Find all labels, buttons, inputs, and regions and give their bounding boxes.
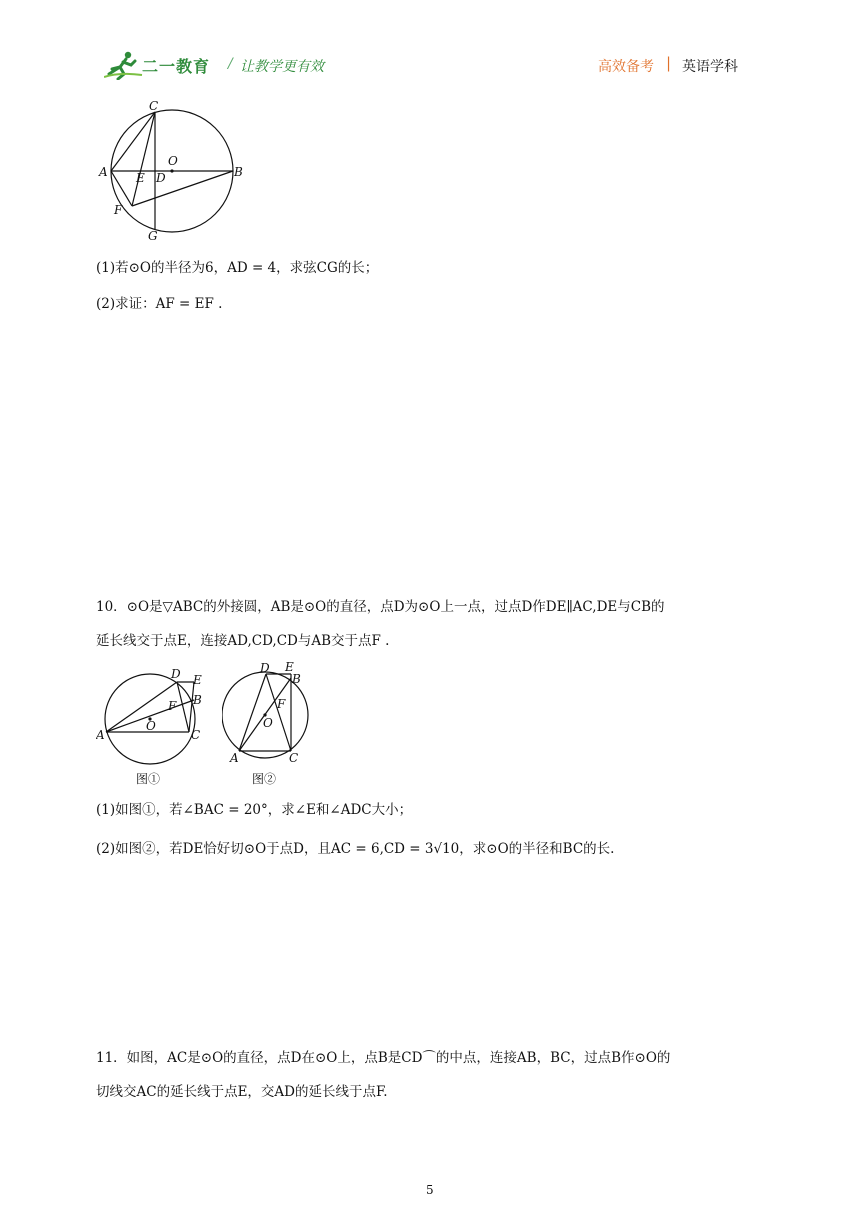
label-C: C bbox=[149, 99, 159, 113]
label-D: D bbox=[156, 171, 166, 185]
fig1-caption: 图① bbox=[136, 772, 161, 786]
runner-logo-icon bbox=[104, 50, 144, 80]
label-O: O bbox=[168, 154, 178, 168]
label-A: A bbox=[96, 728, 105, 742]
q11-line1: 11．如图，AC是⊙O的直径，点D在⊙O上，点B是CD⌒的中点，连接AB，BC，过点B作⊙O的 bbox=[96, 1050, 671, 1066]
q10-part2: (2)如图②，若DE恰好切⊙O于点D，且AC = 6,CD = 3√10，求⊙O的半径和BC的长. bbox=[96, 841, 615, 857]
q10-line2: 延长线交于点E，连接AD,CD,CD与AB交于点F . bbox=[96, 633, 390, 649]
label-O: O bbox=[146, 719, 156, 733]
q11-line2: 切线交AC的延长线于点E，交AD的延长线于点F. bbox=[96, 1084, 388, 1100]
q9-part2: (2)求证：AF = EF . bbox=[96, 296, 223, 312]
circle-figure-q9 bbox=[96, 96, 256, 244]
header-slash: / bbox=[228, 56, 233, 72]
header-separator: | bbox=[666, 54, 672, 72]
q10-line1: 10．⊙O是▽ABC的外接圆，AB是⊙O的直径，点D为⊙O上一点，过点D作DE∥AC,DE与CB的 bbox=[96, 599, 665, 615]
brand-name: 二一教育 bbox=[142, 57, 211, 76]
label-B: B bbox=[292, 672, 301, 686]
label-D: D bbox=[260, 661, 270, 675]
label-A: A bbox=[99, 165, 108, 179]
label-F: F bbox=[114, 203, 123, 217]
label-E: E bbox=[193, 673, 202, 687]
label-B: B bbox=[234, 165, 243, 179]
label-D: D bbox=[171, 667, 181, 681]
header-tagline: 高效备考 bbox=[598, 59, 654, 75]
slogan: 让教学更有效 bbox=[240, 59, 324, 75]
q9-part1: (1)若⊙O的半径为6，AD = 4，求弦CG的长； bbox=[96, 260, 379, 276]
label-F: F bbox=[277, 697, 286, 711]
label-G: G bbox=[148, 229, 158, 243]
label-E: E bbox=[285, 660, 294, 674]
subject-label: 英语学科 bbox=[682, 59, 738, 75]
label-B: B bbox=[193, 693, 202, 707]
fig2-caption: 图② bbox=[252, 772, 277, 786]
label-C: C bbox=[191, 728, 201, 742]
page-number: 5 bbox=[426, 1183, 434, 1197]
label-C: C bbox=[289, 751, 299, 765]
label-O: O bbox=[263, 716, 273, 730]
circle-figure-q10-1 bbox=[96, 660, 216, 790]
label-E: E bbox=[136, 171, 145, 185]
circle-figure-q10-2 bbox=[222, 660, 332, 790]
q10-part1: (1)如图①，若∠BAC = 20°，求∠E和∠ADC大小； bbox=[96, 802, 413, 818]
label-F: F bbox=[168, 699, 177, 713]
label-A: A bbox=[230, 751, 239, 765]
